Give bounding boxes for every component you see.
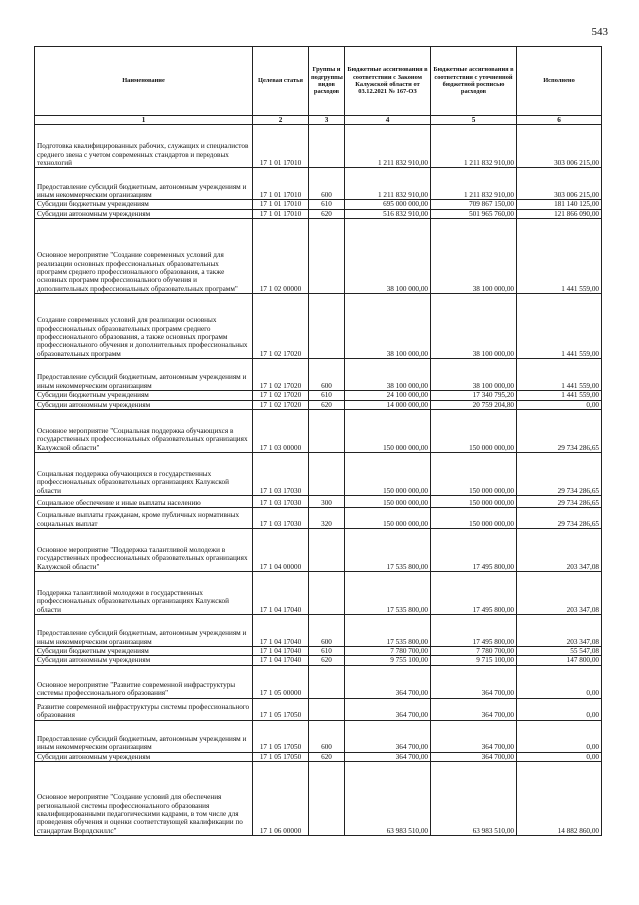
row-law-amount: 38 100 000,00 [345, 294, 431, 359]
row-expense-group: 620 [309, 752, 345, 761]
row-refined-amount: 1 211 832 910,00 [431, 125, 517, 168]
row-expense-group [309, 453, 345, 496]
page-number: 543 [591, 26, 608, 38]
row-law-amount: 38 100 000,00 [345, 359, 431, 391]
row-expense-group: 600 [309, 720, 345, 752]
row-target-article: 17 1 04 00000 [253, 529, 309, 572]
row-expense-group: 600 [309, 168, 345, 200]
row-law-amount: 24 100 000,00 [345, 391, 431, 400]
table-row [35, 209, 602, 218]
row-name: Субсидии автономным учреждениям [35, 400, 253, 409]
row-executed-amount: 29 734 286,65 [517, 508, 602, 529]
row-refined-amount: 7 780 700,00 [431, 647, 517, 656]
row-law-amount: 150 000 000,00 [345, 496, 431, 508]
row-target-article: 17 1 01 17010 [253, 125, 309, 168]
row-target-article: 17 1 04 17040 [253, 615, 309, 647]
row-expense-group [309, 665, 345, 698]
table-row [35, 125, 602, 168]
row-refined-amount: 17 495 800,00 [431, 615, 517, 647]
table-row [35, 219, 602, 294]
row-executed-amount: 29 734 286,65 [517, 410, 602, 453]
row-executed-amount: 0,00 [517, 400, 602, 409]
row-refined-amount: 150 000 000,00 [431, 496, 517, 508]
table-header-row [35, 47, 602, 116]
row-refined-amount: 38 100 000,00 [431, 219, 517, 294]
row-name: Социальная поддержка обучающихся в государственных профессиональных образовательных организациях Калужской области [35, 453, 253, 496]
row-refined-amount: 1 211 832 910,00 [431, 168, 517, 200]
row-executed-amount: 203 347,08 [517, 529, 602, 572]
row-target-article: 17 1 04 17040 [253, 572, 309, 615]
row-target-article: 17 1 01 17010 [253, 200, 309, 209]
row-executed-amount: 1 441 559,00 [517, 391, 602, 400]
table-row [35, 294, 602, 359]
header-executed: Исполнено [517, 47, 602, 116]
row-law-amount: 150 000 000,00 [345, 508, 431, 529]
row-refined-amount: 9 715 100,00 [431, 656, 517, 665]
row-expense-group [309, 125, 345, 168]
row-name: Субсидии автономным учреждениям [35, 209, 253, 218]
row-name: Создание современных условий для реализации основных профессиональных образовательных программ среднего профессионального образования, а также основных программ профессионального обучения и дополнительных профессиональных образовательных программ [35, 294, 253, 359]
row-law-amount: 364 700,00 [345, 720, 431, 752]
row-refined-amount: 38 100 000,00 [431, 359, 517, 391]
row-expense-group [309, 529, 345, 572]
table-row [35, 410, 602, 453]
column-number: 2 [253, 116, 309, 125]
row-law-amount: 695 000 000,00 [345, 200, 431, 209]
row-executed-amount: 1 441 559,00 [517, 219, 602, 294]
row-refined-amount: 364 700,00 [431, 665, 517, 698]
row-refined-amount: 17 495 800,00 [431, 529, 517, 572]
row-name: Предоставление субсидий бюджетным, автономным учреждениям и иным некоммерческим организациям [35, 615, 253, 647]
header-target-article: Целевая статья [253, 47, 309, 116]
row-target-article: 17 1 04 17040 [253, 647, 309, 656]
row-name: Основное мероприятие "Социальная поддержка обучающихся в государственных профессиональных образовательных организациях Калужской области" [35, 410, 253, 453]
row-executed-amount: 147 800,00 [517, 656, 602, 665]
budget-table [34, 46, 602, 836]
row-law-amount: 364 700,00 [345, 752, 431, 761]
row-expense-group: 610 [309, 200, 345, 209]
row-executed-amount: 1 441 559,00 [517, 294, 602, 359]
row-name: Основное мероприятие "Развитие современной инфраструктуры системы профессионального образования" [35, 665, 253, 698]
row-executed-amount: 0,00 [517, 720, 602, 752]
row-refined-amount: 20 759 204,80 [431, 400, 517, 409]
table-row [35, 391, 602, 400]
row-executed-amount: 14 882 860,00 [517, 762, 602, 836]
row-name: Предоставление субсидий бюджетным, автономным учреждениям и иным некоммерческим организациям [35, 168, 253, 200]
row-executed-amount: 203 347,08 [517, 615, 602, 647]
row-target-article: 17 1 03 17030 [253, 453, 309, 496]
row-executed-amount: 0,00 [517, 752, 602, 761]
row-expense-group: 620 [309, 656, 345, 665]
table-row [35, 762, 602, 836]
row-name: Основное мероприятие "Создание современных условий для реализации основных профессиональных образовательных программ среднего профессионального образования, а также основных программ профессионального обучения и дополнительных профессиональных образовательных программ" [35, 219, 253, 294]
row-law-amount: 7 780 700,00 [345, 647, 431, 656]
row-refined-amount: 38 100 000,00 [431, 294, 517, 359]
row-expense-group [309, 219, 345, 294]
row-executed-amount: 303 006 215,00 [517, 125, 602, 168]
table-row [35, 200, 602, 209]
row-law-amount: 17 535 800,00 [345, 529, 431, 572]
table-row [35, 453, 602, 496]
row-name: Подготовка квалифицированных рабочих, служащих и специалистов среднего звена с учетом современных стандартов и передовых технологий [35, 125, 253, 168]
table-row [35, 752, 602, 761]
table-row [35, 665, 602, 698]
row-law-amount: 364 700,00 [345, 665, 431, 698]
row-target-article: 17 1 01 17010 [253, 209, 309, 218]
table-row [35, 496, 602, 508]
row-expense-group: 300 [309, 496, 345, 508]
row-expense-group: 610 [309, 391, 345, 400]
row-target-article: 17 1 03 00000 [253, 410, 309, 453]
row-executed-amount: 1 441 559,00 [517, 359, 602, 391]
row-expense-group [309, 698, 345, 720]
row-executed-amount: 181 140 125,00 [517, 200, 602, 209]
row-law-amount: 150 000 000,00 [345, 410, 431, 453]
row-executed-amount: 29 734 286,65 [517, 453, 602, 496]
row-executed-amount: 303 006 215,00 [517, 168, 602, 200]
row-expense-group [309, 762, 345, 836]
column-number: 1 [35, 116, 253, 125]
row-target-article: 17 1 05 17050 [253, 698, 309, 720]
table-row [35, 359, 602, 391]
row-law-amount: 63 983 510,00 [345, 762, 431, 836]
row-name: Субсидии бюджетным учреждениям [35, 200, 253, 209]
row-name: Поддержка талантливой молодежи в государственных профессиональных образовательных организациях Калужской области [35, 572, 253, 615]
row-law-amount: 1 211 832 910,00 [345, 125, 431, 168]
row-name: Предоставление субсидий бюджетным, автономным учреждениям и иным некоммерческим организациям [35, 720, 253, 752]
table-row [35, 647, 602, 656]
row-expense-group [309, 572, 345, 615]
table-body [35, 125, 602, 836]
row-name: Основное мероприятие "Создание условий для обеспечения региональной системы профессионального образования квалифицированными педагогическими кадрами, в том числе для проведения обучения и оценки соответствующей квалификации по стандартам Ворлдскиллс" [35, 762, 253, 836]
row-law-amount: 9 755 100,00 [345, 656, 431, 665]
row-executed-amount: 0,00 [517, 665, 602, 698]
row-target-article: 17 1 03 17030 [253, 508, 309, 529]
table-row [35, 572, 602, 615]
row-name: Социальные выплаты гражданам, кроме публичных нормативных социальных выплат [35, 508, 253, 529]
row-refined-amount: 364 700,00 [431, 698, 517, 720]
column-number-row [35, 116, 602, 125]
row-law-amount: 516 832 910,00 [345, 209, 431, 218]
row-target-article: 17 1 05 00000 [253, 665, 309, 698]
header-law-allocations: Бюджетные ассигнования в соответствии с Законом Калужской области от 03.12.2021 № 167-ОЗ [345, 47, 431, 116]
row-executed-amount: 29 734 286,65 [517, 496, 602, 508]
row-expense-group: 600 [309, 615, 345, 647]
row-target-article: 17 1 02 17020 [253, 294, 309, 359]
column-number: 6 [517, 116, 602, 125]
row-executed-amount: 0,00 [517, 698, 602, 720]
row-refined-amount: 364 700,00 [431, 752, 517, 761]
row-target-article: 17 1 02 17020 [253, 391, 309, 400]
row-expense-group: 610 [309, 647, 345, 656]
row-law-amount: 14 000 000,00 [345, 400, 431, 409]
row-target-article: 17 1 05 17050 [253, 752, 309, 761]
row-name: Социальное обеспечение и иные выплаты населению [35, 496, 253, 508]
row-law-amount: 17 535 800,00 [345, 572, 431, 615]
row-executed-amount: 121 866 090,00 [517, 209, 602, 218]
row-name: Субсидии бюджетным учреждениям [35, 647, 253, 656]
row-refined-amount: 17 340 795,20 [431, 391, 517, 400]
row-expense-group: 620 [309, 209, 345, 218]
row-refined-amount: 501 965 760,00 [431, 209, 517, 218]
table-row [35, 400, 602, 409]
row-name: Субсидии автономным учреждениям [35, 656, 253, 665]
row-name: Субсидии бюджетным учреждениям [35, 391, 253, 400]
row-expense-group [309, 410, 345, 453]
row-law-amount: 38 100 000,00 [345, 219, 431, 294]
row-expense-group: 320 [309, 508, 345, 529]
row-name: Предоставление субсидий бюджетным, автономным учреждениям и иным некоммерческим организациям [35, 359, 253, 391]
table-row [35, 508, 602, 529]
column-number: 3 [309, 116, 345, 125]
row-target-article: 17 1 02 17020 [253, 400, 309, 409]
row-law-amount: 1 211 832 910,00 [345, 168, 431, 200]
row-expense-group: 600 [309, 359, 345, 391]
row-target-article: 17 1 04 17040 [253, 656, 309, 665]
row-target-article: 17 1 03 17030 [253, 496, 309, 508]
row-target-article: 17 1 01 17010 [253, 168, 309, 200]
table-row [35, 615, 602, 647]
row-name: Субсидии автономным учреждениям [35, 752, 253, 761]
row-refined-amount: 17 495 800,00 [431, 572, 517, 615]
row-name: Развитие современной инфраструктуры системы профессионального образования [35, 698, 253, 720]
row-refined-amount: 709 867 150,00 [431, 200, 517, 209]
table-row [35, 168, 602, 200]
row-refined-amount: 150 000 000,00 [431, 453, 517, 496]
row-target-article: 17 1 06 00000 [253, 762, 309, 836]
column-number: 5 [431, 116, 517, 125]
header-name: Наименование [35, 47, 253, 116]
row-expense-group: 620 [309, 400, 345, 409]
row-name: Основное мероприятие "Поддержка талантливой молодежи в государственных профессиональных образовательных организациях Калужской области" [35, 529, 253, 572]
row-target-article: 17 1 05 17050 [253, 720, 309, 752]
header-refined-allocations: Бюджетные ассигнования в соответствии с уточненной бюджетной росписью расходов [431, 47, 517, 116]
row-refined-amount: 63 983 510,00 [431, 762, 517, 836]
column-number: 4 [345, 116, 431, 125]
row-expense-group [309, 294, 345, 359]
table-row [35, 656, 602, 665]
row-law-amount: 150 000 000,00 [345, 453, 431, 496]
row-law-amount: 17 535 800,00 [345, 615, 431, 647]
row-executed-amount: 203 347,08 [517, 572, 602, 615]
row-refined-amount: 150 000 000,00 [431, 410, 517, 453]
row-target-article: 17 1 02 17020 [253, 359, 309, 391]
row-refined-amount: 150 000 000,00 [431, 508, 517, 529]
row-target-article: 17 1 02 00000 [253, 219, 309, 294]
table-row [35, 529, 602, 572]
row-law-amount: 364 700,00 [345, 698, 431, 720]
header-expense-groups: Группы и подгруппы видов расходов [309, 47, 345, 116]
row-refined-amount: 364 700,00 [431, 720, 517, 752]
row-executed-amount: 55 547,08 [517, 647, 602, 656]
table-row [35, 720, 602, 752]
table-row [35, 698, 602, 720]
